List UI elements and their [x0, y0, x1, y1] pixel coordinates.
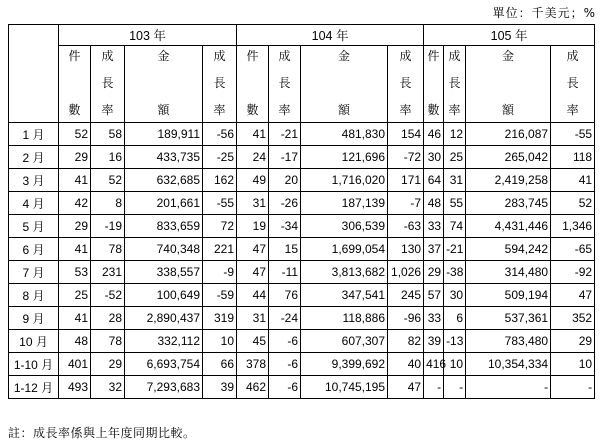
growth-cell: - [551, 376, 595, 399]
table-row [9, 146, 595, 169]
count-cell: 29 [59, 146, 91, 169]
growth-cell: 171 [388, 169, 424, 192]
growth-cell: -6 [269, 353, 301, 376]
amount-header-0 [125, 46, 203, 123]
amount-cell: 509,194 [466, 284, 551, 307]
growth-cell: -6 [269, 376, 301, 399]
table-row [9, 353, 595, 376]
growth-cell: 245 [388, 284, 424, 307]
growth-cell: -59 [203, 284, 237, 307]
growth-cell: -25 [203, 146, 237, 169]
amount-cell: 314,480 [466, 261, 551, 284]
header-char: 成 [566, 49, 579, 63]
growth-cell: 15 [269, 238, 301, 261]
header-char: 額 [157, 103, 170, 117]
count-cell: 41 [59, 169, 91, 192]
count-cell: 31 [237, 192, 269, 215]
growth-header-2 [551, 46, 595, 123]
count-cell: 29 [59, 215, 91, 238]
count-cell: 41 [59, 307, 91, 330]
count-cell: 29 [424, 261, 444, 284]
header-char: 金 [502, 49, 515, 63]
count-cell: 493 [59, 376, 91, 399]
table-row [9, 261, 595, 284]
amount-cell: 100,649 [125, 284, 203, 307]
header-char: 件 [68, 49, 81, 63]
amount-cell: 2,419,258 [466, 169, 551, 192]
header-char: 數 [427, 103, 440, 117]
table-row [9, 192, 595, 215]
growth-cell: 8 [91, 192, 125, 215]
statistics-table [8, 24, 595, 399]
growth-header-0 [91, 46, 125, 123]
header-char: 成 [399, 49, 412, 63]
table-row [9, 307, 595, 330]
growth-cell: 47 [388, 376, 424, 399]
amount-cell: 347,541 [301, 284, 388, 307]
growth-cell: 52 [551, 192, 595, 215]
count-cell: 46 [424, 123, 444, 146]
amount-cell: 594,242 [466, 238, 551, 261]
growth-cell: 10 [551, 353, 595, 376]
count-cell: 44 [237, 284, 269, 307]
table-body [9, 123, 595, 399]
amount-cell: 433,735 [125, 146, 203, 169]
count-header-2 [424, 46, 444, 123]
amount-cell: 9,399,692 [301, 353, 388, 376]
header-char: 成 [278, 49, 291, 63]
count-cell: 24 [237, 146, 269, 169]
growth-cell: 29 [91, 353, 125, 376]
header-char: 數 [246, 103, 259, 117]
amount-cell: 6,693,754 [125, 353, 203, 376]
growth-cell: -11 [269, 261, 301, 284]
amount-cell: 607,307 [301, 330, 388, 353]
growth-cell: -13 [444, 330, 466, 353]
row-label: 9 月 [9, 307, 59, 330]
amount-cell: 283,745 [466, 192, 551, 215]
growth-cell: 78 [91, 238, 125, 261]
growth-cell: 29 [551, 330, 595, 353]
growth-cell: -63 [388, 215, 424, 238]
year-header-105: 105 年 [424, 25, 595, 46]
header-char: 率 [213, 103, 226, 117]
growth-cell: 41 [551, 169, 595, 192]
count-cell: 47 [237, 238, 269, 261]
growth-cell: -6 [269, 330, 301, 353]
table-row [9, 123, 595, 146]
header-char: 長 [213, 76, 226, 90]
amount-header-1 [301, 46, 388, 123]
count-header-0 [59, 46, 91, 123]
header-char: 率 [101, 103, 114, 117]
growth-header-1 [388, 46, 424, 123]
count-cell: 416 [424, 353, 444, 376]
header-char: 長 [399, 76, 412, 90]
year-header-103: 103 年 [59, 25, 237, 46]
growth-cell: 231 [91, 261, 125, 284]
growth-cell: -21 [269, 123, 301, 146]
table-row [9, 169, 595, 192]
count-cell: 53 [59, 261, 91, 284]
growth-cell: 76 [269, 284, 301, 307]
header-char: 率 [566, 103, 579, 117]
amount-header-2 [466, 46, 551, 123]
table-row [9, 330, 595, 353]
count-cell: 39 [424, 330, 444, 353]
growth-cell: 66 [203, 353, 237, 376]
amount-cell: 537,361 [466, 307, 551, 330]
growth-cell: -52 [91, 284, 125, 307]
table-row [9, 215, 595, 238]
year-header-104: 104 年 [237, 25, 424, 46]
growth-cell: 20 [269, 169, 301, 192]
count-cell: 37 [424, 238, 444, 261]
header-char: 率 [448, 103, 461, 117]
growth-cell: -19 [91, 215, 125, 238]
growth-cell: 32 [91, 376, 125, 399]
header-char: 長 [278, 76, 291, 90]
growth-cell: 16 [91, 146, 125, 169]
growth-cell: -92 [551, 261, 595, 284]
count-cell: 57 [424, 284, 444, 307]
growth-cell: -7 [388, 192, 424, 215]
growth-cell: -96 [388, 307, 424, 330]
amount-cell: 187,139 [301, 192, 388, 215]
column-header-row [9, 46, 595, 123]
growth-cell: -55 [203, 192, 237, 215]
header-char: 率 [278, 103, 291, 117]
amount-cell: 121,696 [301, 146, 388, 169]
header-char: 金 [157, 49, 170, 63]
amount-cell: 201,661 [125, 192, 203, 215]
growth-cell: 58 [91, 123, 125, 146]
count-cell: 25 [59, 284, 91, 307]
footnote: 註：成長率係與上年度同期比較。 [8, 426, 196, 440]
growth-cell: -17 [269, 146, 301, 169]
row-label: 10 月 [9, 330, 59, 353]
amount-cell: 10,745,195 [301, 376, 388, 399]
count-cell: 33 [424, 307, 444, 330]
growth-cell: -26 [269, 192, 301, 215]
corner-cell [9, 25, 59, 123]
growth-cell: 82 [388, 330, 424, 353]
header-char: 長 [566, 76, 579, 90]
growth-cell: 39 [203, 376, 237, 399]
growth-header-1 [269, 46, 301, 123]
header-char: 成 [213, 49, 226, 63]
growth-cell: -72 [388, 146, 424, 169]
count-cell: 41 [59, 238, 91, 261]
row-label: 2 月 [9, 146, 59, 169]
growth-header-0 [203, 46, 237, 123]
table-row [9, 284, 595, 307]
growth-cell: -38 [444, 261, 466, 284]
amount-cell: 7,293,683 [125, 376, 203, 399]
growth-cell: -21 [444, 238, 466, 261]
growth-header-2 [444, 46, 466, 123]
table-row [9, 238, 595, 261]
amount-cell: 632,685 [125, 169, 203, 192]
amount-cell: 783,480 [466, 330, 551, 353]
growth-cell: 6 [444, 307, 466, 330]
header-char: 長 [448, 76, 461, 90]
header-char: 額 [502, 103, 515, 117]
growth-cell: -34 [269, 215, 301, 238]
growth-cell: -65 [551, 238, 595, 261]
header-char: 長 [101, 76, 114, 90]
row-label: 4 月 [9, 192, 59, 215]
growth-cell: 118 [551, 146, 595, 169]
count-cell: 31 [237, 307, 269, 330]
count-cell: 401 [59, 353, 91, 376]
count-cell: 49 [237, 169, 269, 192]
growth-cell: -24 [269, 307, 301, 330]
growth-cell: 154 [388, 123, 424, 146]
growth-cell: 130 [388, 238, 424, 261]
amount-cell: 10,354,334 [466, 353, 551, 376]
amount-cell: 118,886 [301, 307, 388, 330]
amount-cell: 4,431,446 [466, 215, 551, 238]
growth-cell: 47 [551, 284, 595, 307]
growth-cell: 30 [444, 284, 466, 307]
count-cell: 48 [424, 192, 444, 215]
header-char: 金 [338, 49, 351, 63]
growth-cell: 162 [203, 169, 237, 192]
count-cell: - [424, 376, 444, 399]
row-label: 6 月 [9, 238, 59, 261]
amount-cell: 1,699,054 [301, 238, 388, 261]
count-cell: 64 [424, 169, 444, 192]
row-label: 5 月 [9, 215, 59, 238]
row-label: 8 月 [9, 284, 59, 307]
header-char: 件 [246, 49, 259, 63]
growth-cell: 1,026 [388, 261, 424, 284]
growth-cell: 55 [444, 192, 466, 215]
growth-cell: 352 [551, 307, 595, 330]
growth-cell: 72 [203, 215, 237, 238]
count-header-1 [237, 46, 269, 123]
header-char: 成 [101, 49, 114, 63]
amount-cell: 3,813,682 [301, 261, 388, 284]
growth-cell: 10 [203, 330, 237, 353]
header-char: 件 [427, 49, 440, 63]
amount-cell: 216,087 [466, 123, 551, 146]
count-cell: 45 [237, 330, 269, 353]
count-cell: 52 [59, 123, 91, 146]
amount-cell: 1,716,020 [301, 169, 388, 192]
amount-cell: 338,557 [125, 261, 203, 284]
amount-cell: 332,112 [125, 330, 203, 353]
row-label: 7 月 [9, 261, 59, 284]
growth-cell: - [444, 376, 466, 399]
growth-cell: 221 [203, 238, 237, 261]
count-cell: 19 [237, 215, 269, 238]
amount-cell: 481,830 [301, 123, 388, 146]
count-cell: 47 [237, 261, 269, 284]
row-label: 1-12 月 [9, 376, 59, 399]
growth-cell: 12 [444, 123, 466, 146]
amount-cell: 189,911 [125, 123, 203, 146]
growth-cell: -9 [203, 261, 237, 284]
row-label: 1 月 [9, 123, 59, 146]
row-label: 3 月 [9, 169, 59, 192]
header-char: 數 [68, 103, 81, 117]
amount-cell: 265,042 [466, 146, 551, 169]
count-cell: 378 [237, 353, 269, 376]
amount-cell: - [466, 376, 551, 399]
count-cell: 33 [424, 215, 444, 238]
count-cell: 462 [237, 376, 269, 399]
count-cell: 42 [59, 192, 91, 215]
year-header-row [9, 25, 595, 46]
header-char: 率 [399, 103, 412, 117]
amount-cell: 833,659 [125, 215, 203, 238]
growth-cell: -56 [203, 123, 237, 146]
count-cell: 48 [59, 330, 91, 353]
growth-cell: 10 [444, 353, 466, 376]
growth-cell: 31 [444, 169, 466, 192]
amount-cell: 2,890,437 [125, 307, 203, 330]
growth-cell: 25 [444, 146, 466, 169]
unit-label: 單位：千美元；% [492, 6, 596, 20]
growth-cell: 28 [91, 307, 125, 330]
count-cell: 41 [237, 123, 269, 146]
growth-cell: 1,346 [551, 215, 595, 238]
growth-cell: -55 [551, 123, 595, 146]
amount-cell: 306,539 [301, 215, 388, 238]
header-char: 成 [448, 49, 461, 63]
header-char: 額 [338, 103, 351, 117]
table-row [9, 376, 595, 399]
amount-cell: 740,348 [125, 238, 203, 261]
growth-cell: 40 [388, 353, 424, 376]
growth-cell: 78 [91, 330, 125, 353]
growth-cell: 319 [203, 307, 237, 330]
growth-cell: 52 [91, 169, 125, 192]
count-cell: 30 [424, 146, 444, 169]
row-label: 1-10 月 [9, 353, 59, 376]
growth-cell: 74 [444, 215, 466, 238]
